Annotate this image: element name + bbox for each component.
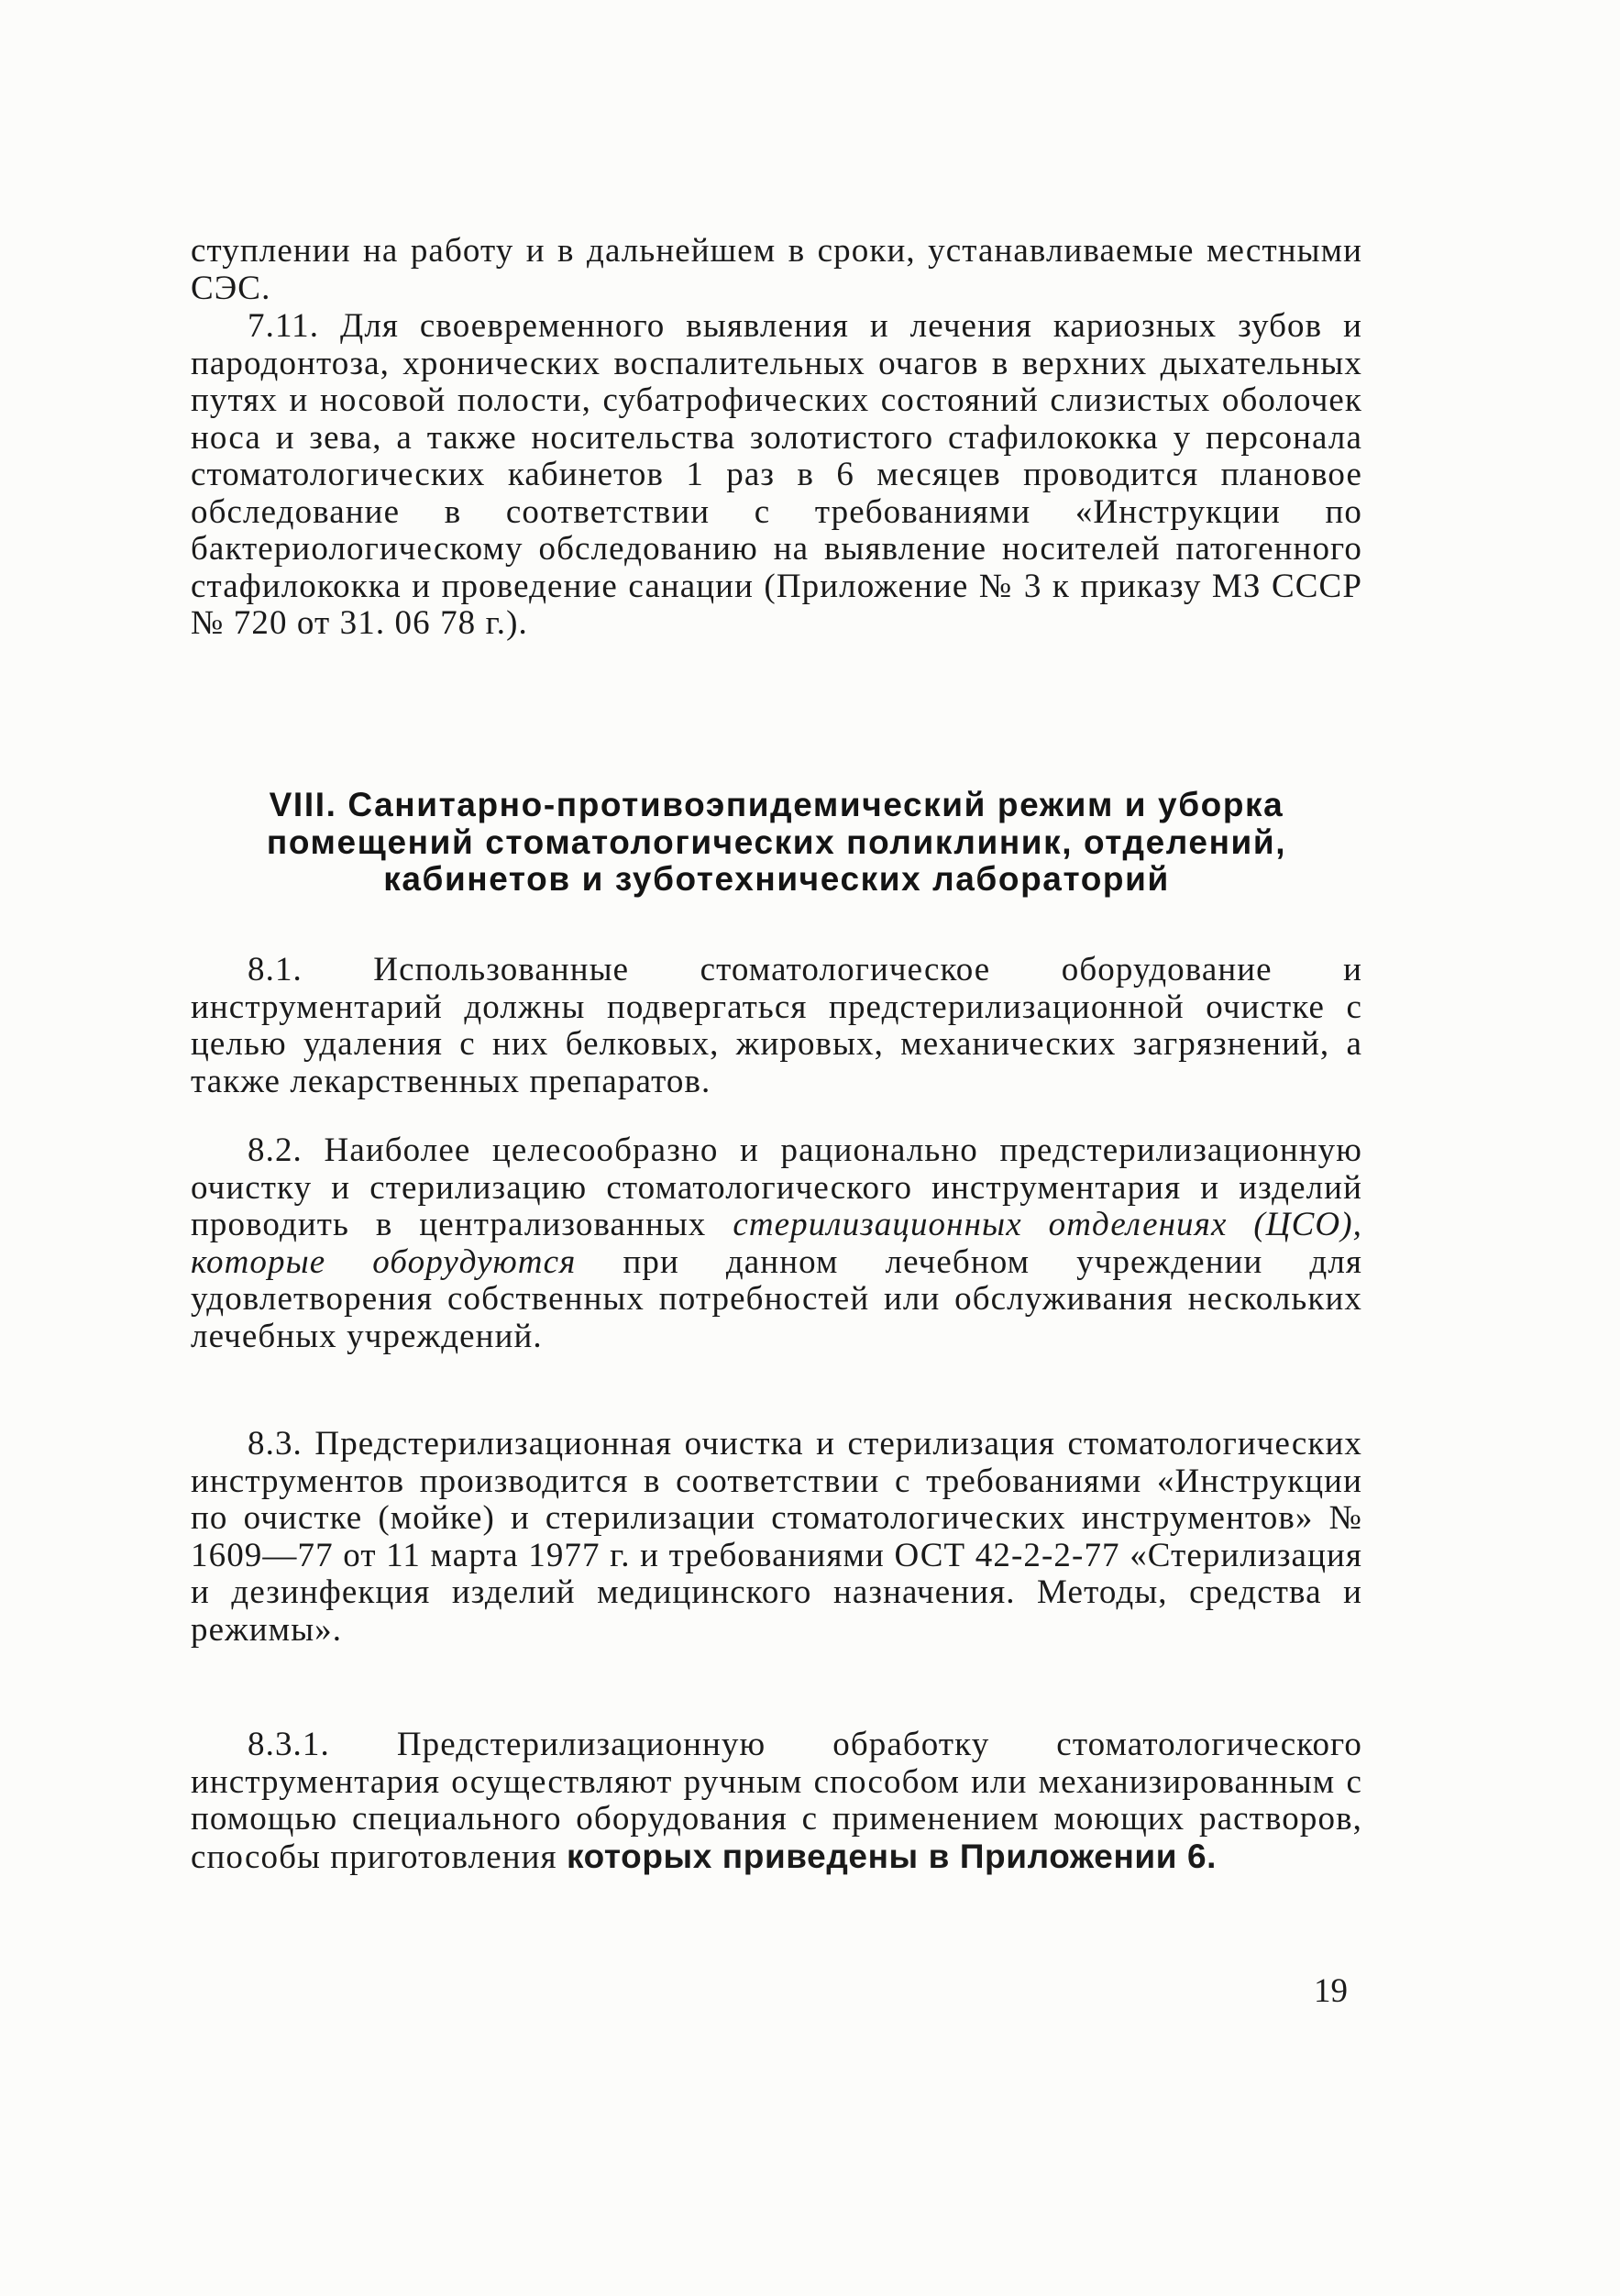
paragraph-8-1	[191, 952, 1362, 1100]
continuation-text: ступлении на работу и в дальнейшем в сроки, устанавливаемые местными СЭС.	[191, 232, 1362, 307]
paragraph-8-3-1	[191, 1727, 1362, 1876]
paragraph-8-2-text-end: при данном лечебном учреждении для удовлетворения собственных потребностей или обслуживания нескольких лечебных учреждений.	[191, 1242, 1363, 1355]
paragraph-8-3	[191, 1426, 1362, 1649]
page-number: 19	[1314, 1972, 1348, 2010]
paragraph-8-3-1-bold-text: которых приведены в Приложении 6.	[567, 1837, 1218, 1875]
paragraph-7-11	[191, 308, 1362, 643]
continuation-paragraph	[191, 233, 1362, 307]
paragraph-8-2-text: 8.2. Наиболее целесообразно и рационально предстерилизационную очистку и стерилизацию стоматологического инструментария и изделий проводить в централизованных	[191, 1131, 1362, 1243]
paragraph-8-2	[191, 1132, 1362, 1355]
section-heading-text: VIII. Санитарно-противоэпидемический режим и уборка помещений стоматологических поликлиник, отделений, кабинетов и зуботехнических лабораторий	[266, 786, 1287, 898]
section-heading	[191, 787, 1362, 899]
paragraph-8-1-text: 8.1. Использованные стоматологическое оборудование и инструментарий должны подвергаться предстерилизационной очистке с целью удаления с них белковых, жировых, механических загрязнений, а также лекарственных препаратов.	[191, 951, 1362, 1100]
paragraph-8-2-italic-text: стерилизационных отделениях (ЦСО), которые оборудуются	[191, 1206, 1362, 1281]
paragraph-8-3-text: 8.3. Предстерилизационная очистка и стерилизация стоматологических инструментов производится в соответствии с требованиями «Инструкции по очистке (мойке) и стерилизации стоматологических инструментов» № 1609—77 от 11 марта 1977 г. и требованиями ОСТ 42-2-2-77 «Стерилизация и дезинфекция изделий медицинского назначения. Методы, средства и режимы».	[191, 1425, 1362, 1649]
paragraph-7-11-text: 7.11. Для своевременного выявления и лечения кариозных зубов и пародонтоза, хронических воспалительных очагов в верхних дыхательных путях и носовой полости, субатрофических состояний слизистых оболочек носа и зева, а также носительства золотистого стафилококка у персонала стоматологических кабинетов 1 раз в 6 месяцев проводится плановое обследование в соответствии с требованиями «Инструкции по бактериологическому обследованию на выявление носителей патогенного стафилококка и проведение санации (Приложение № 3 к приказу МЗ СССР № 720 от 31. 06 78 г.).	[191, 307, 1362, 642]
paragraph-8-3-1-text: 8.3.1. Предстерилизационную обработку стоматологического инструментария осуществляют ручным способом или механизированным с помощью специального оборудования с применением моющих растворов, способы приготовления	[191, 1726, 1362, 1876]
